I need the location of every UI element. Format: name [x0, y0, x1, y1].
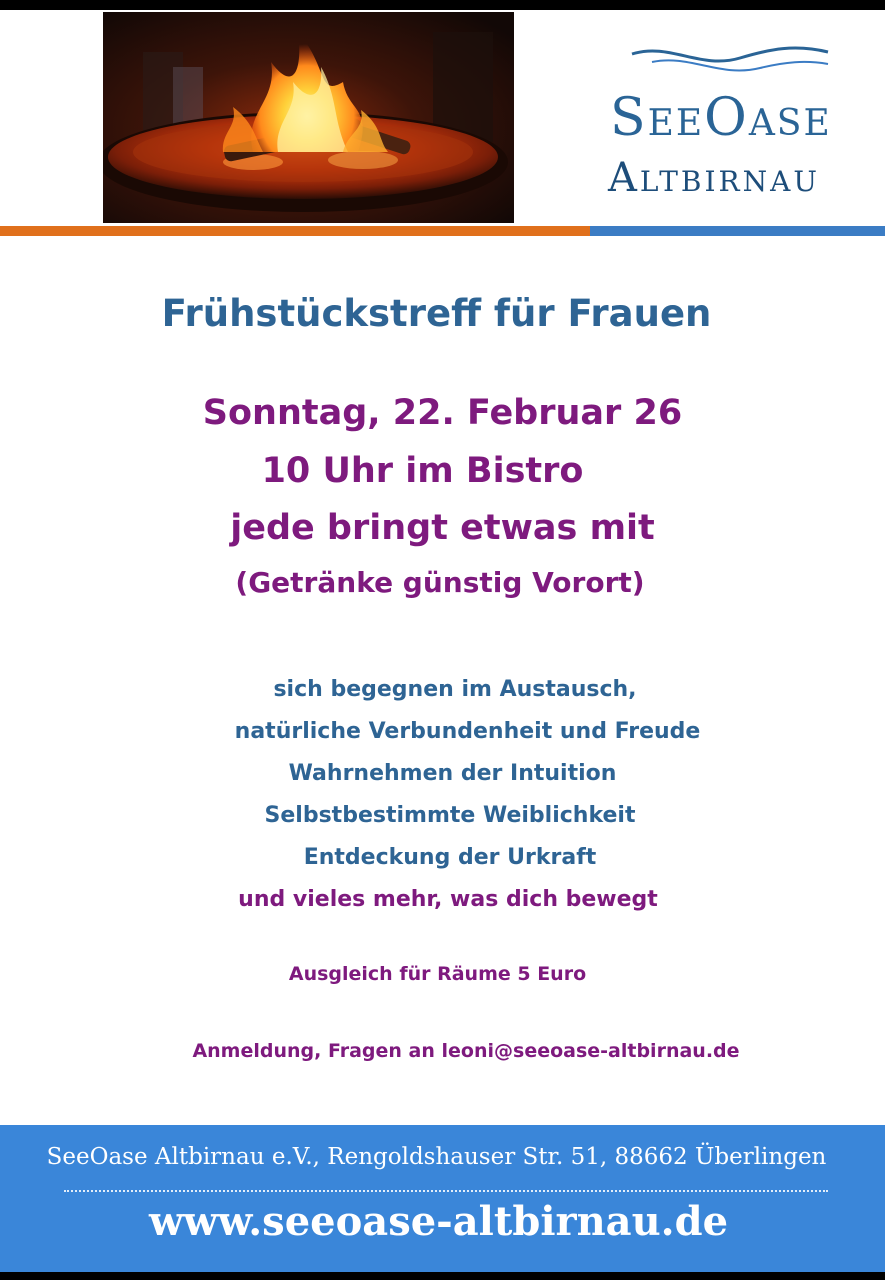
fee-note: Ausgleich für Räume 5 Euro	[288, 963, 587, 985]
topic-item: Entdeckung der Urkraft	[303, 845, 597, 870]
topic-item: und vieles mehr, was dich bewegt	[238, 887, 658, 912]
logo-text-altbirnau: Altbirnau	[608, 155, 820, 201]
event-bring-note: jede bringt etwas mit	[230, 508, 655, 548]
top-border	[0, 0, 885, 10]
logo-text-seeoase: SeeOase	[610, 88, 832, 148]
seeoase-logo	[600, 40, 880, 210]
topic-item: sich begegnen im Austausch,	[273, 677, 637, 702]
footer-address: SeeOase Altbirnau e.V., Rengoldshauser Str. 51, 88662 Überlingen	[46, 1144, 827, 1170]
bottom-border	[0, 1272, 885, 1280]
topic-item: natürliche Verbundenheit und Freude	[234, 719, 701, 744]
footer-bar	[0, 1125, 885, 1272]
topic-item: Selbstbestimmte Weiblichkeit	[264, 803, 636, 828]
event-time-place: 10 Uhr im Bistro	[261, 451, 584, 491]
footer-website-link[interactable]: www.seeoase-altbirnau.de	[148, 1198, 729, 1245]
lake-waves-icon	[630, 40, 830, 80]
event-title: Frühstückstreff für Frauen	[161, 292, 712, 335]
campfire-photo	[103, 12, 514, 223]
event-drinks-note: (Getränke günstig Vorort)	[235, 566, 645, 599]
event-date: Sonntag, 22. Februar 26	[202, 393, 683, 433]
divider-orange	[0, 226, 590, 236]
topic-item: Wahrnehmen der Intuition	[288, 761, 617, 786]
signup-contact: Anmeldung, Fragen an leoni@seeoase-altbirnau.de	[192, 1040, 740, 1062]
divider-blue	[590, 226, 885, 236]
footer-dotted-divider	[64, 1190, 828, 1192]
